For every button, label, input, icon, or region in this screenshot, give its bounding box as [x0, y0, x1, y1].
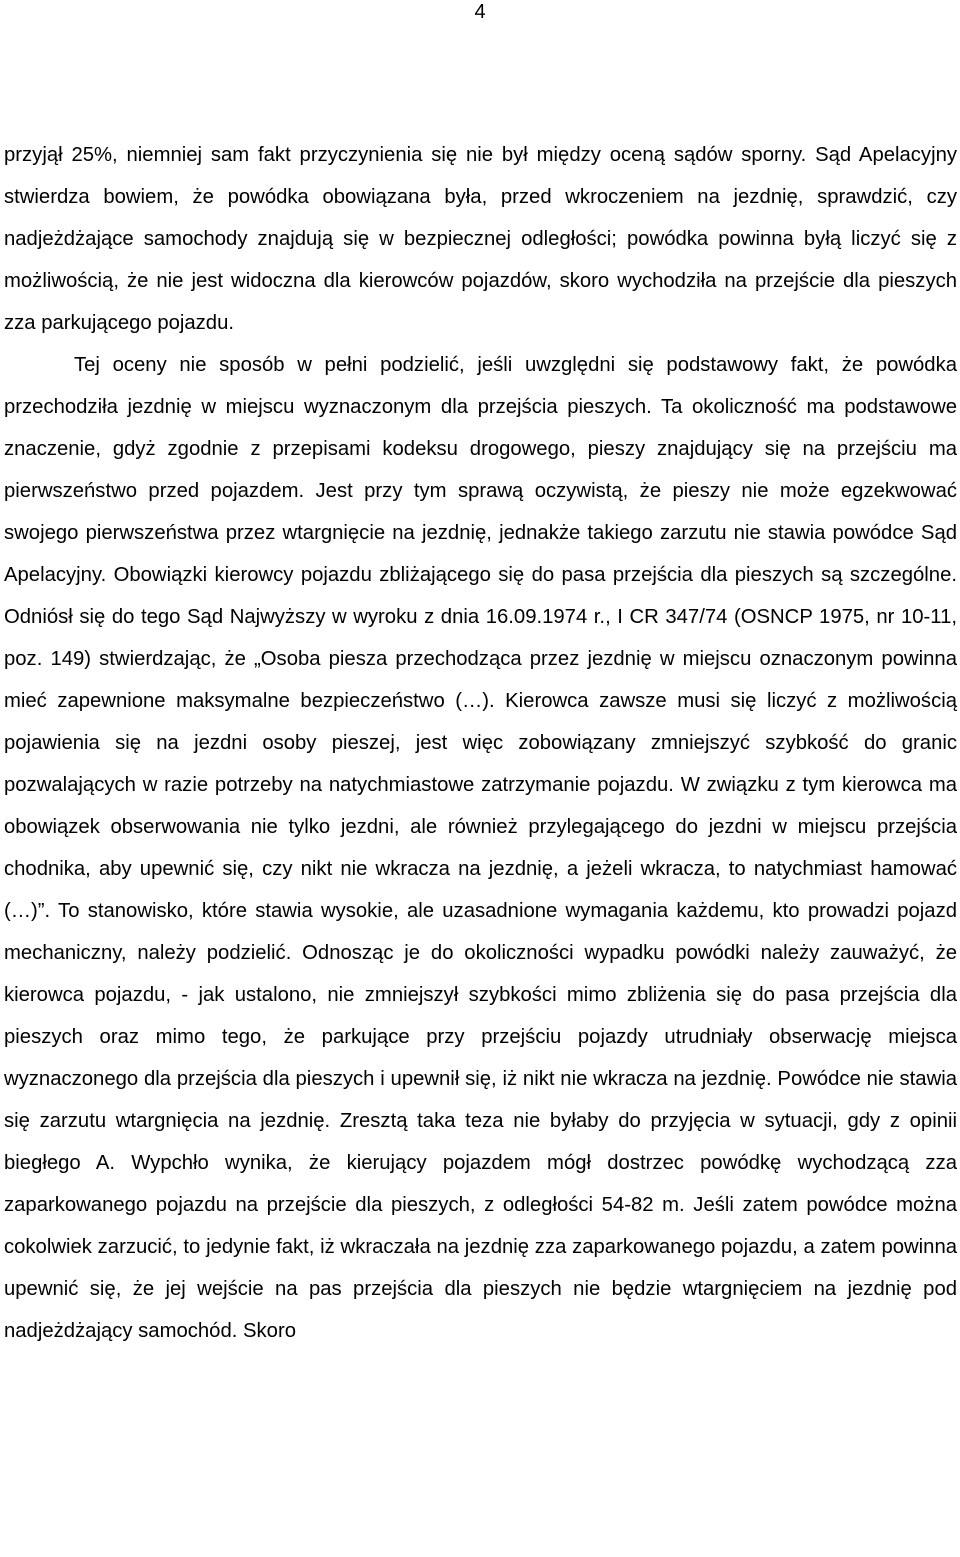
page-number: 4 [474, 1, 486, 23]
document-body [4, 134, 957, 1352]
paragraph-1: przyjął 25%, niemniej sam fakt przyczynienia się nie był między oceną sądów sporny. Sąd Apelacyjny stwierdza bowiem, że powódka obowiązana była, przed wkroczeniem na jezdnię, sprawdzić, czy nadjeżdżające samochody znajdują się w bezpiecznej odległości; powódka powinna byłą liczyć się z możliwością, że nie jest widoczna dla kierowców pojazdów, skoro wychodziła na przejście dla pieszych zza parkującego pojazdu. [4, 144, 957, 334]
paragraph-2: Tej oceny nie sposób w pełni podzielić, jeśli uwzględni się podstawowy fakt, że powódka przechodziła jezdnię w miejscu wyznaczonym dla przejścia pieszych. Ta okoliczność ma podstawowe znaczenie, gdyż zgodnie z przepisami kodeksu drogowego, pieszy znajdujący się na przejściu ma pierwszeństwo przed pojazdem. Jest przy tym sprawą oczywistą, że pieszy nie może egzekwować swojego pierwszeństwa przez wtargnięcie na jezdnię, jednakże takiego zarzutu nie stawia powódce Sąd Apelacyjny. Obowiązki kierowcy pojazdu zbliżającego się do pasa przejścia dla pieszych są szczególne. Odniósł się do tego Sąd Najwyższy w wyroku z dnia 16.09.1974 r., I CR 347/74 (OSNCP 1975, nr 10-11, poz. 149) stwierdzając, że „Osoba piesza przechodząca przez jezdnię w miejscu oznaczonym powinna mieć zapewnione maksymalne bezpieczeństwo (…). Kierowca zawsze musi się liczyć z możliwością pojawienia się na jezdni osoby pieszej, jest więc zobowiązany zmniejszyć szybkość do granic pozwalających w razie potrzeby na natychmiastowe zatrzymanie pojazdu. W związku z tym kierowca ma obowiązek obserwowania nie tylko jezdni, ale również przylegającego do jezdni w miejscu przejścia chodnika, aby upewnić się, czy nikt nie wkracza na jezdnię, a jeżeli wkracza, to natychmiast hamować (…)”. To stanowisko, które stawia wysokie, ale uzasadnione wymagania każdemu, kto prowadzi pojazd mechaniczny, należy podzielić. Odnosząc je do okoliczności wypadku powódki należy zauważyć, że kierowca pojazdu, - jak ustalono, nie zmniejszył szybkości mimo zbliżenia się do pasa przejścia dla pieszych oraz mimo tego, że parkujące przy przejściu pojazdy utrudniały obserwację miejsca wyznaczonego dla przejścia dla pieszych i upewnił się, iż nikt nie wkracza na jezdnię. Powódce nie stawia się zarzutu wtargnięcia na jezdnię. Zresztą taka teza nie byłaby do przyjęcia w sytuacji, gdy z opinii biegłego A. Wypchło wynika, że kierujący pojazdem mógł dostrzec powódkę wychodzącą zza zaparkowanego pojazdu na przejście dla pieszych, z odległości 54-82 m. Jeśli zatem powódce można cokolwiek zarzucić, to jedynie fakt, iż wkraczała na jezdnię zza zaparkowanego pojazdu, a zatem powinna upewnić się, że jej wejście na pas przejścia dla pieszych nie będzie wtargnięciem na jezdnię pod nadjeżdżający samochód. Skoro [4, 354, 957, 1342]
